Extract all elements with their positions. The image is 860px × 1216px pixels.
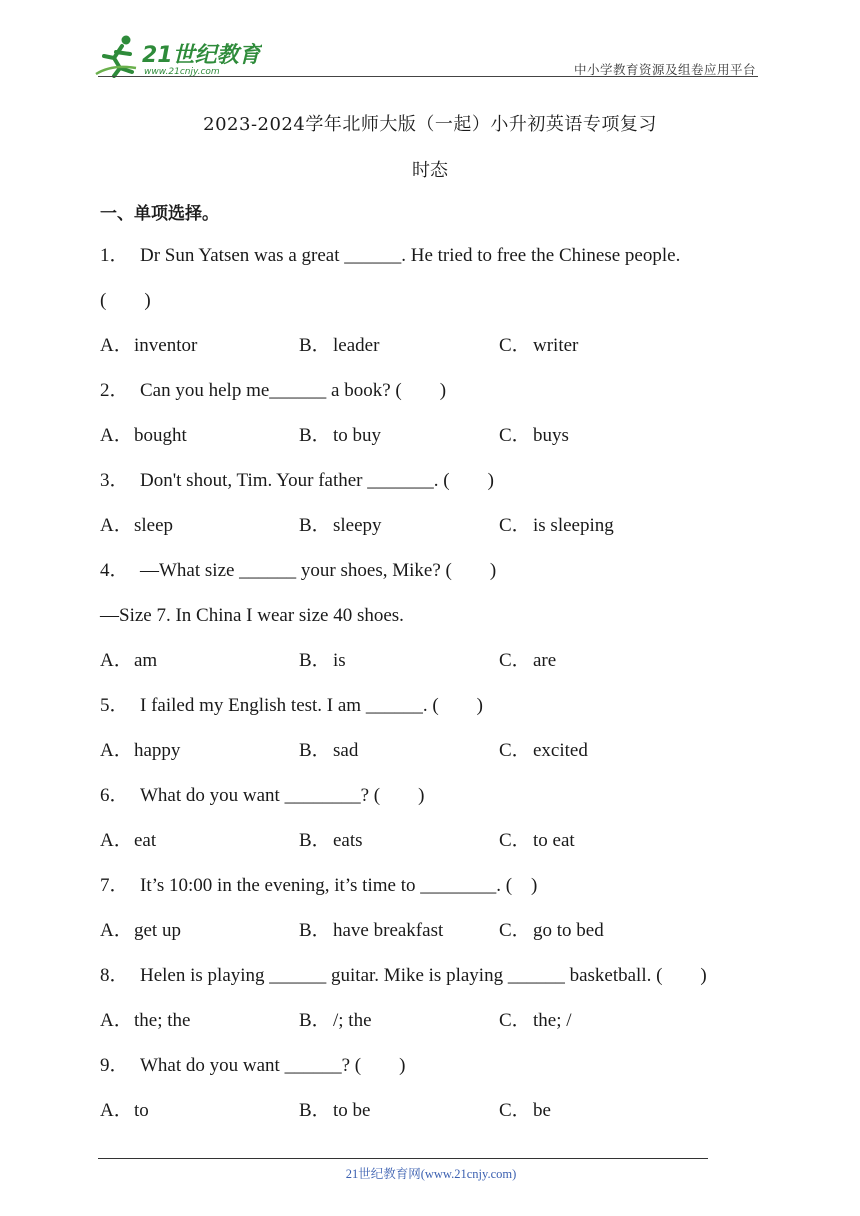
option-b[interactable]: B． is — [299, 650, 346, 671]
option-a[interactable]: A．the; the — [100, 1010, 191, 1031]
option-c[interactable]: C． is sleeping — [499, 515, 614, 536]
option-c[interactable]: C． writer — [499, 335, 579, 356]
question-6-options — [100, 823, 780, 868]
question-text: Can you help me______ a book? ( ) — [140, 380, 447, 401]
svg-text:www.21cnjy.com: www.21cnjy.com — [144, 67, 220, 77]
option-b[interactable]: B． leader — [299, 335, 380, 356]
section-heading: 一、单项选择。 — [100, 204, 219, 224]
question-text: Don't shout, Tim. Your father _______. ( ) — [140, 470, 494, 491]
svg-text:21世纪教育: 21世纪教育 — [142, 43, 261, 68]
question-1 — [100, 238, 780, 283]
option-a[interactable]: A．eat — [100, 830, 157, 851]
header-divider — [98, 76, 758, 77]
question-5-options — [100, 733, 780, 778]
question-text: What do you want ______? ( ) — [140, 1055, 406, 1076]
page-subtitle: 时态 — [412, 160, 448, 181]
footer-link[interactable]: 21世纪教育网(www.21cnjy.com) — [345, 1167, 517, 1181]
site-tagline: 中小学教育资源及组卷应用平台 — [573, 62, 756, 77]
question-8-options — [100, 1003, 780, 1048]
option-b[interactable]: B． /; the — [299, 1010, 372, 1031]
option-b[interactable]: B． to be — [299, 1100, 371, 1121]
question-4-options — [100, 643, 780, 688]
question-text: —What size ______ your shoes, Mike? ( ) — [140, 560, 497, 581]
option-b[interactable]: B． to buy — [299, 425, 382, 446]
option-c[interactable]: C． buys — [499, 425, 569, 446]
option-a[interactable]: A．get up — [100, 920, 181, 941]
question-1-continuation: ( ) — [100, 290, 151, 311]
question-1-options — [100, 328, 780, 373]
option-a[interactable]: A．to — [100, 1100, 149, 1121]
question-text: It’s 10:00 in the evening, it’s time to ________. ( ) — [140, 875, 538, 896]
question-9 — [100, 1048, 780, 1093]
question-number: 8． — [100, 965, 129, 986]
option-b[interactable]: B． sad — [299, 740, 359, 761]
option-a[interactable]: A．inventor — [100, 335, 198, 356]
option-b[interactable]: B． eats — [299, 830, 363, 851]
question-4-continuation: —Size 7. In China I wear size 40 shoes. — [100, 605, 404, 626]
question-number: 2． — [100, 380, 129, 401]
question-number: 5． — [100, 695, 129, 716]
option-c[interactable]: C． be — [499, 1100, 551, 1121]
question-number: 3． — [100, 470, 129, 491]
option-c[interactable]: C． the; / — [499, 1010, 572, 1031]
question-3 — [100, 463, 780, 508]
option-a[interactable]: A．happy — [100, 740, 181, 761]
question-3-options — [100, 508, 780, 553]
page-header — [0, 0, 860, 80]
option-b[interactable]: B． sleepy — [299, 515, 382, 536]
option-a[interactable]: A．am — [100, 650, 158, 671]
option-a[interactable]: A．sleep — [100, 515, 174, 536]
question-text: What do you want ________? ( ) — [140, 785, 425, 806]
option-c[interactable]: C． excited — [499, 740, 588, 761]
question-number: 4． — [100, 560, 129, 581]
option-c[interactable]: C． are — [499, 650, 557, 671]
question-2-options — [100, 418, 780, 463]
question-7-options — [100, 913, 780, 958]
question-number: 1． — [100, 245, 129, 266]
option-b[interactable]: B． have breakfast — [299, 920, 444, 941]
question-8 — [100, 958, 780, 1003]
question-number: 7． — [100, 875, 129, 896]
runner-logo-icon — [92, 34, 262, 78]
question-9-options — [100, 1093, 780, 1138]
question-4 — [100, 553, 780, 598]
question-text: Dr Sun Yatsen was a great ______. He tried to free the Chinese people. — [140, 245, 681, 266]
question-6 — [100, 778, 780, 823]
question-5 — [100, 688, 780, 733]
footer-divider — [98, 1158, 708, 1159]
question-list — [100, 238, 780, 1138]
page-title: 2023-2024学年北师大版（一起）小升初英语专项复习 — [203, 114, 657, 135]
question-number: 6． — [100, 785, 129, 806]
question-text: I failed my English test. I am ______. ( ) — [140, 695, 483, 716]
option-c[interactable]: C． go to bed — [499, 920, 604, 941]
question-text: Helen is playing ______ guitar. Mike is playing ______ basketball. ( ) — [140, 965, 707, 986]
option-a[interactable]: A．bought — [100, 425, 187, 446]
option-c[interactable]: C． to eat — [499, 830, 575, 851]
question-7 — [100, 868, 780, 913]
site-logo — [92, 34, 262, 78]
question-number: 9． — [100, 1055, 129, 1076]
question-2 — [100, 373, 780, 418]
